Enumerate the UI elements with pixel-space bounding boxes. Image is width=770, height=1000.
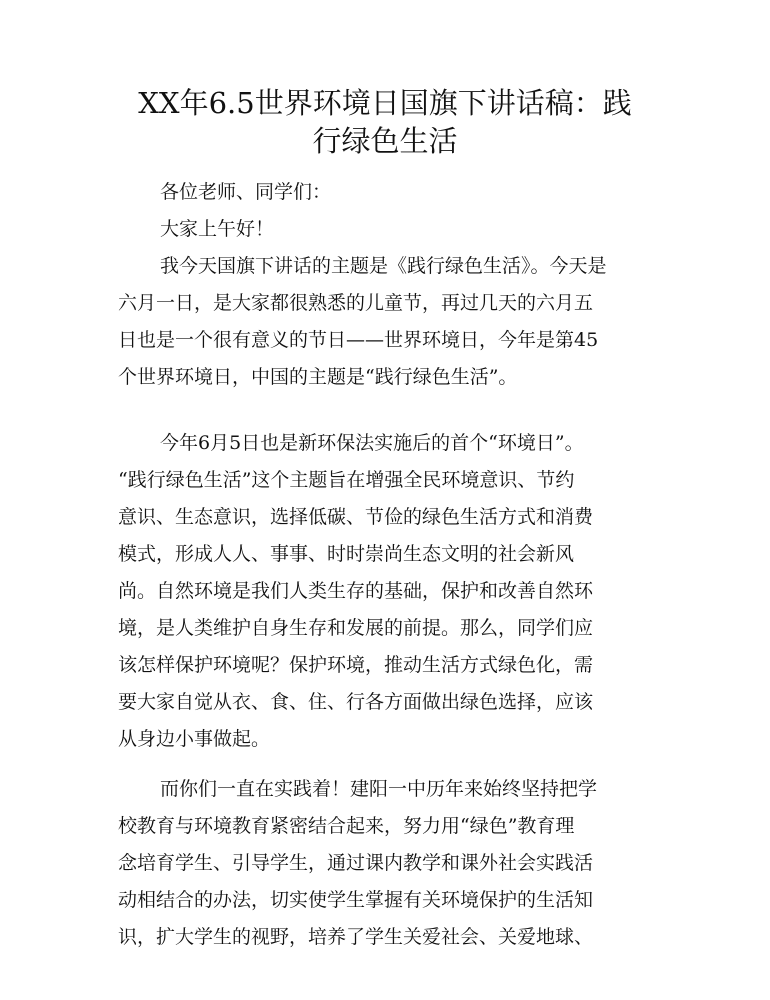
body-line: 校教育与环境教育紧密结合起来，努力用“绿色”教育理 — [118, 815, 575, 837]
body-line: 意识、生态意识，选择低碳、节俭的绿色生活方式和消费 — [118, 506, 594, 528]
body-line: 动相结合的办法，切实使学生掌握有关环境保护的生活知 — [118, 889, 594, 911]
body-line: 个世界环境日，中国的主题是“践行绿色生活”。 — [118, 366, 518, 388]
body-line: 尚。自然环境是我们人类生存的基础，保护和改善自然环 — [118, 580, 594, 602]
body-line: 从身边小事做起。 — [118, 728, 271, 750]
body-line: 我今天国旗下讲话的主题是《践行绿色生活》。今天是 — [160, 255, 607, 277]
body-line: 六月一日，是大家都很熟悉的儿童节，再过几天的六月五 — [118, 292, 594, 314]
body-line: “践行绿色生活”这个主题旨在增强全民环境意识、节约 — [118, 469, 575, 491]
body-line: 念培育学生、引导学生，通过课内教学和课外社会实践活 — [118, 852, 594, 874]
body-line: 模式，形成人人、事事、时时崇尚生态文明的社会新风 — [118, 543, 575, 565]
salutation-line: 大家上午好！ — [160, 218, 275, 240]
title-line-2: 行绿色生活 — [312, 124, 458, 158]
body-line: 境，是人类维护自身生存和发展的前提。那么，同学们应 — [118, 617, 594, 639]
body-line: 今年6月5日也是新环保法实施后的首个“环境日”。 — [160, 432, 584, 454]
greeting-line: 各位老师、同学们： — [160, 181, 332, 203]
title-line-1: XX年6.5世界环境日国旗下讲话稿：践 — [138, 86, 632, 120]
body-line: 而你们一直在实践着！建阳一中历年来始终坚持把学 — [160, 778, 598, 800]
document-title — [110, 84, 660, 160]
body-line: 日也是一个很有意义的节日——世界环境日，今年是第45 — [118, 329, 599, 351]
body-line: 要大家自觉从衣、食、住、行各方面做出绿色选择，应该 — [118, 691, 594, 713]
body-line: 该怎样保护环境呢？保护环境，推动生活方式绿色化，需 — [118, 654, 594, 676]
body-line: 识，扩大学生的视野，培养了学生关爱社会、关爱地球、 — [118, 926, 594, 948]
